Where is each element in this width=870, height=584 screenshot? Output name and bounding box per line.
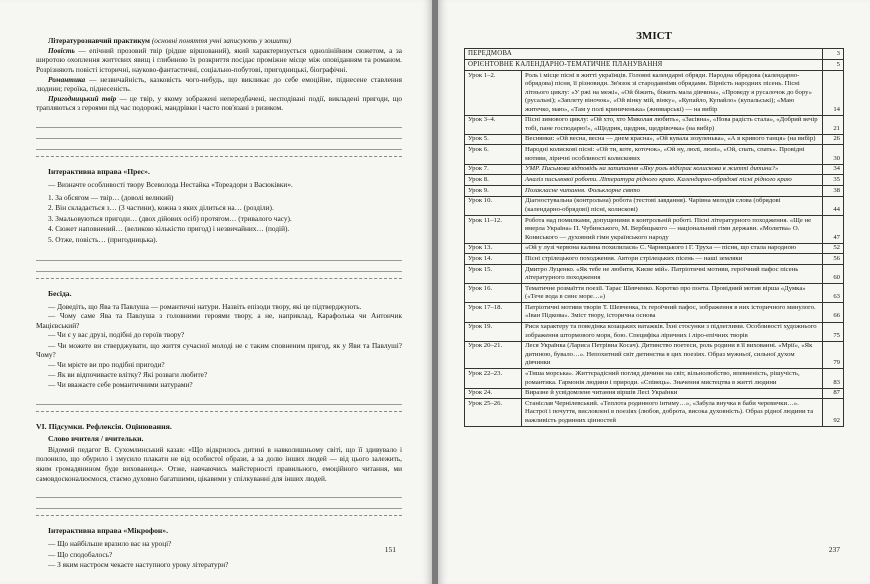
mic-exercise [36, 515, 402, 570]
mic-line: — Що сподобалось? [48, 549, 113, 559]
teacher-text: Відомий педагог В. Сухомлинський казав: «Що відкрилось дитині в навколишньому світі, що її здивувало і полонило, що обурило і змусило плакати не від особистої образи, а за долю інших людей — від цього залежить, яким громадянином буде вихованець». Отже, навчаючись майстерності правильного, емоційного читання, ми самовдосконалюємося, стаємо духовно багатшими, цікавими у спілкуванні для інших людей. [36, 444, 402, 483]
writing-lines [36, 250, 402, 272]
toc-page-number: 63 [823, 284, 844, 303]
toc-entry-text: Тематичне розмаїття поезії. Тарас Шевченко. Коротко про поета. Провідний мотив вірша «Думка» («Тече вода в синє море…») [522, 284, 823, 303]
toc-row [465, 59, 844, 70]
toc-entry-text: Риси характеру та поведінка козацьких ватажків. Їхні стосунки з підлеглими. Особливості художнього зображення штормового моря, бою. Специфіка ліричних і ліро-епічних творів [522, 322, 823, 341]
right-page [438, 0, 870, 584]
toc-row [465, 369, 844, 388]
toc-page-number: 83 [823, 369, 844, 388]
toc-table [464, 48, 844, 427]
toc-page-number: 3 [823, 49, 844, 60]
toc-entry-text: Народні колискові пісні: «Ой ти, коте, коточок», «Ой ну, люлі, люлі», «Ой, спать, спать». Провідні мотиви, ліричні особливості колискових [522, 145, 823, 164]
toc-lesson-label: Урок 5. [465, 134, 522, 145]
toc-entry-text: УМР. Письмова відповідь на запитання «Яку роль відіграє колискова в житті дитини?» [522, 164, 823, 175]
toc-page-number: 47 [823, 215, 844, 243]
toc-entry-text: Леся Українка (Лариса Петрівна Косач). Дитинство поетеси, роль родини в її вихованні. «Мрії», «Як дитиною, бувало…». Непохитний світ дитинства в цих поезіях. Образ мужньої, сильної духом дівчинки [522, 341, 823, 369]
toc-row [465, 186, 844, 197]
toc-row [465, 215, 844, 243]
toc-page-number: 79 [823, 341, 844, 369]
writing-lines [36, 394, 402, 405]
toc-lesson-label: Урок 1–2. [465, 70, 522, 115]
practicum-note: (основні поняття учні записують у зошити) [151, 36, 292, 45]
toc-row [465, 322, 844, 341]
definition-adventure: Пригодницький твір — це твір, у якому зображені непередбачені, несподівані події, викладені пригоди, що трапляються з героями під час подорожі, мандрівки і часто пов'язані з ризиком. [36, 93, 402, 113]
toc-entry-text: Аналіз письмової роботи. Література рідного краю. Календарно-обрядові пісні рідного краю [522, 175, 823, 186]
toc-row [465, 341, 844, 369]
talk-line: — Чи мрієте ви про подібні пригоди? [48, 359, 165, 369]
toc-lesson-label: Урок 20–21. [465, 341, 522, 369]
toc-lesson-label: Урок 9. [465, 186, 522, 197]
toc-entry-text: Веснянки: «Ой весна, весна — днем красна», «Ой кувала зозуленька», «А в кривого танця» (на вибір) [522, 134, 823, 145]
press-item: 1. За обсягом — твір… (доволі великий) [48, 192, 174, 202]
toc-page-number: 35 [823, 175, 844, 186]
toc-lesson-label: Урок 7. [465, 164, 522, 175]
left-page [0, 0, 432, 584]
toc-entry-text: Позакласне читання. Фольклорне свято [522, 186, 823, 197]
toc-entry-text: ОРІЄНТОВНЕ КАЛЕНДАРНО-ТЕМАТИЧНЕ ПЛАНУВАННЯ [465, 59, 823, 70]
talk-line: — Чи можете ви стверджувати, що життя сучасної молоді не є таким сповненим пригод, як у Яви та Павлуші? Чому? [36, 340, 402, 360]
toc-page-number: 87 [823, 388, 844, 399]
toc-row [465, 284, 844, 303]
toc-page-number: 21 [823, 115, 844, 134]
toc-lesson-label: Урок 11–12. [465, 215, 522, 243]
toc-lesson-label: Урок 15. [465, 264, 522, 283]
toc-page-number: 34 [823, 164, 844, 175]
toc-lesson-label: Урок 16. [465, 284, 522, 303]
toc-entry-text: Станіслав Чернілевський. «Теплота родинного інтиму…», «Забула внучка в баби черевички…». Настрої і почуття, висловлені в поезіях (любов, доброта, висока духовність). Образ рідної людини та важливість родинних цінностей [522, 399, 823, 427]
talk-line: — Чому саме Ява та Павлуша з головними героями твору, а не, наприклад, Карафолька чи Антончик Мацієвський? [36, 311, 402, 330]
mic-line: — Що найбільше вразило вас на уроці? [48, 539, 172, 549]
toc-lesson-label: Урок 8. [465, 175, 522, 186]
toc-lesson-label: Урок 19. [465, 322, 522, 341]
toc-page-number: 52 [823, 243, 844, 254]
toc-row [465, 145, 844, 164]
toc-lesson-label: Урок 24. [465, 388, 522, 399]
toc-row [465, 303, 844, 322]
toc-row [465, 164, 844, 175]
toc-row [465, 399, 844, 427]
toc-page-number: 92 [823, 399, 844, 427]
toc-row [465, 49, 844, 60]
toc-lesson-label: Урок 22–23. [465, 369, 522, 388]
writing-lines [36, 487, 402, 509]
talk-line: — Як ви відпочиваєте влітку? Які розваги любите? [48, 370, 208, 380]
press-item: 2. Він складається з… (3 частини), кожна з яких ділиться на… (розділи). [48, 203, 274, 213]
toc-lesson-label: Урок 25–26. [465, 399, 522, 427]
toc-lesson-label: Урок 13. [465, 243, 522, 254]
toc-page-number: 56 [823, 254, 844, 265]
toc-row [465, 196, 844, 215]
summary-section [36, 411, 402, 483]
toc-entry-text: «Ой у лузі червона калина похилилася» С. Чарнецького і Г. Труха — пісня, що стала народною [522, 243, 823, 254]
toc-title: ЗМІСТ [636, 30, 672, 42]
toc-page-number: 14 [823, 70, 844, 115]
summary-title: VI. Підсумки. Рефлексія. Оцінювання. [36, 422, 172, 432]
toc-lesson-label: Урок 6. [465, 145, 522, 164]
toc-row [465, 243, 844, 254]
definition-povist: Повість — епічний прозовий твір (рідше віршований), який характеризується однолінійним сюжетом, а за широтою охоплення життєвих явищ і глибиною їх розкриття посідає проміжне місце між оповіданням та романом. Розрізняють повісті історичні, науково-фантастичні, соціально-побутові, пригодницькі, біографічні. [36, 45, 402, 74]
toc-entry-text: Дмитро Луценко. «Як тебе не любити, Києве мій». Патріотичні мотиви, героїчний пафос пісень літературного походження [522, 264, 823, 283]
writing-lines [36, 117, 402, 150]
toc-entry-text: Діагностувальна (контрольна) робота (тестові завдання). Чарівна мелодія слова (обрядові (календарно-обрядові) пісні, колискові) [522, 196, 823, 215]
press-title: Інтерактивна вправа «Прес». [48, 167, 150, 176]
toc-row [465, 70, 844, 115]
mic-title: Інтерактивна вправа «Мікрофон». [48, 526, 168, 536]
toc-page-number: 60 [823, 264, 844, 283]
talk-line: — Чи є у вас друзі, подібні до героїв твору? [48, 330, 185, 340]
press-task: — Визначте особливості твору Всеволода Нестайка «Тореадори з Васюківки». [48, 180, 293, 190]
talk-line: — Доведіть, що Ява та Павлуша — романтичні натури. Назвіть епізоди твору, які це підтверджують. [48, 301, 362, 311]
practicum-heading [36, 36, 402, 46]
press-exercise [36, 156, 402, 246]
press-item: 4. Сюжет наповнений… (великою кількістю пригод) і незвичайних… (подій). [48, 224, 290, 234]
toc-entry-text: Патріотичні мотиви творів Т. Шевченка, їх героїчний пафос, зображення в них історичного минулого. «Іван Підкова». Зміст твору, історична основа [522, 303, 823, 322]
toc-lesson-label: Урок 17–18. [465, 303, 522, 322]
mic-line: — З яким настроєм чекаєте наступного уроку літератури? [48, 559, 229, 569]
toc-page-number: 75 [823, 322, 844, 341]
toc-lesson-label: Урок 14. [465, 254, 522, 265]
toc-page-number: 5 [823, 59, 844, 70]
toc-entry-text: ПЕРЕДМОВА [465, 49, 823, 60]
page-number: 151 [384, 545, 396, 554]
toc-page-number: 38 [823, 186, 844, 197]
toc-row [465, 115, 844, 134]
toc-entry-text: Пісні зимового циклу: «Ой хто, хто Миколая любить», «Засівна», «Нова радість стала», «Добрий вечір тобі, пане господарю!», «Щедрик, щедрик, щедрівочка» (на вибір) [522, 115, 823, 134]
toc-lesson-label: Урок 10. [465, 196, 522, 215]
toc-entry-text: Виразне й усвідомлене читання віршів Лесі Українки [522, 388, 823, 399]
toc-row [465, 134, 844, 145]
toc-entry-text: «Тиша морська». Життєрадісний погляд дівчини на світ, вільнолюбство, впевненість, рішучість, романтика. Гармонія людини і природи. «Співець». Значення мистецтва в житті людини [522, 369, 823, 388]
talk-line: — Чи вважаєте себе романтичними натурами? [48, 380, 193, 390]
toc-page-number: 30 [823, 145, 844, 164]
page-number: 237 [828, 545, 840, 554]
toc-row [465, 264, 844, 283]
toc-page-number: 26 [823, 134, 844, 145]
toc-row [465, 388, 844, 399]
toc-entry-text: Робота над помилками, допущеними в контрольній роботі. Пісні літературного походження. «Ще не вмерла Україна» П. Чубинського, М. Вербицького — національний гімн держави. «Молитва» О. Кониського — духовний гімн українського народу [522, 215, 823, 243]
teacher-word: Слово вчителя / вчительки. [48, 433, 144, 443]
toc-page-number: 44 [823, 196, 844, 215]
toc-page-number: 66 [823, 303, 844, 322]
talk-section [36, 278, 402, 391]
press-item: 5. Отже, повість… (пригодницька). [48, 234, 158, 244]
lesson-content [36, 36, 402, 570]
toc-lesson-label: Урок 3–4. [465, 115, 522, 134]
press-item: 3. Змальовуються пригоди… (двох дійових осіб) протягом… (тривалого часу). [48, 213, 292, 223]
talk-title: Бесіда. [48, 288, 72, 298]
toc-row [465, 175, 844, 186]
toc-row [465, 254, 844, 265]
definition-romantyka: Романтика — незвичайність, казковість чого-небудь, що викликає до себе емоційне, піднесене ставлення людини; героїка, піднесеність. [36, 74, 402, 94]
toc-entry-text: Пісні стрілецького походження. Автори стрілецьких пісень — наші земляки [522, 254, 823, 265]
toc-entry-text: Роль і місце пісні в житті українців. Головні календарні обряди. Народна обрядова (календарно-обрядова) пісня, її різновиди. Зв'язок зі стародавніми обрядами. Вірність народних пісень. Пісні літнього циклу: «У ржі на межі», «Ой біжить, біжить мала дівчина», «Проведу я русалочок до бору» (русальні); «Заплету віночок», «Ой вінку мій, вінку», «Купайло, Купайло» (купальські); «Маю житечко, маю», «Там у полі криниченька» (жниварські) — на вибір [522, 70, 823, 115]
practicum-title: Літературознавчий практикум [48, 36, 150, 45]
